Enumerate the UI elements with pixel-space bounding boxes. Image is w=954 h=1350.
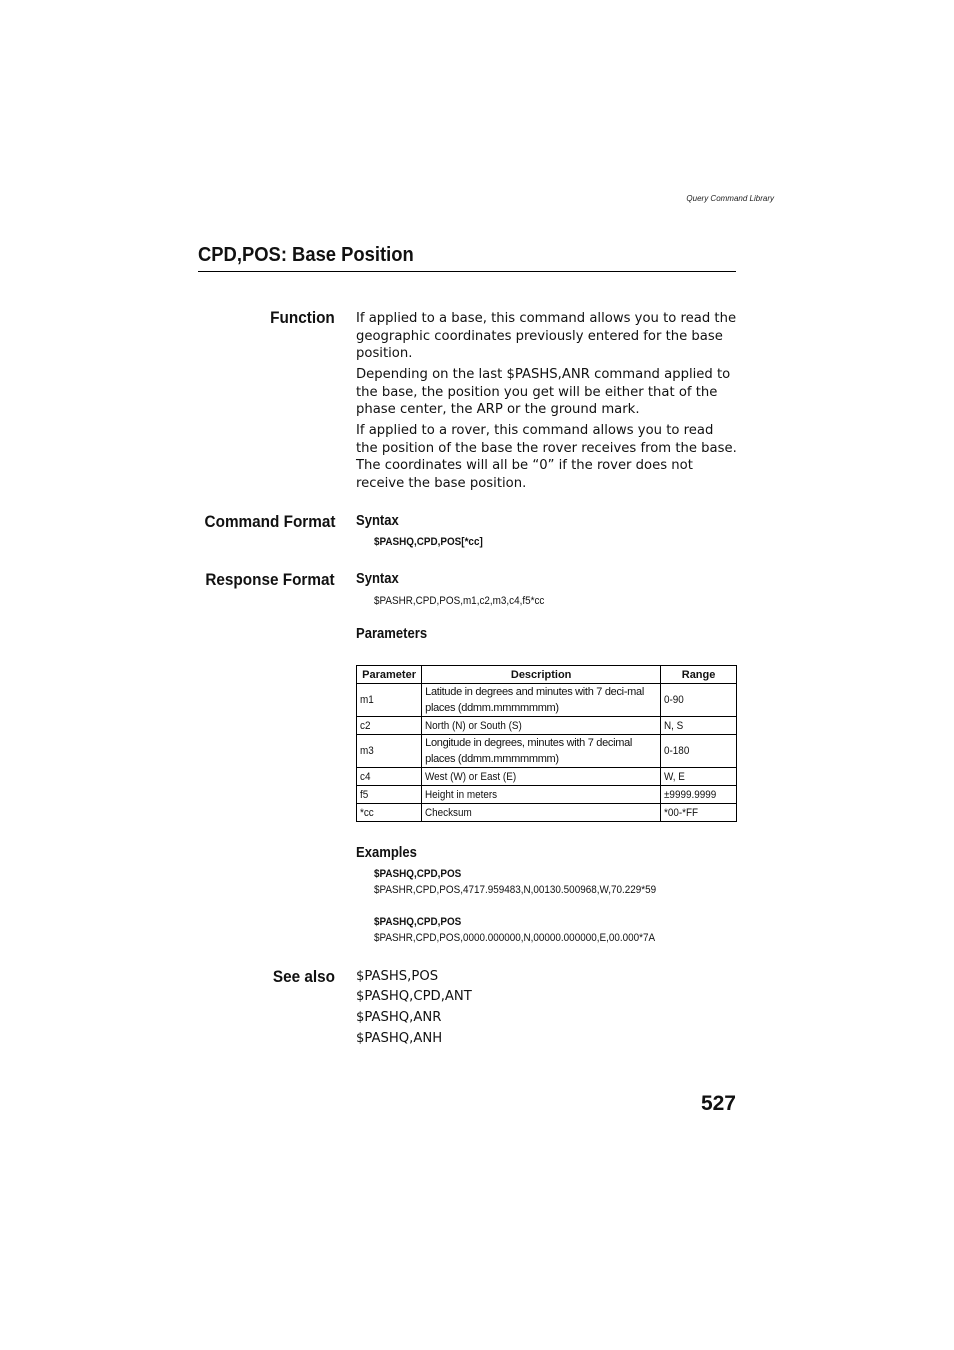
table-row <box>357 768 737 786</box>
table-cell: ±9999.9999 <box>661 786 737 804</box>
table-cell: Checksum <box>422 804 661 822</box>
table-cell: North (N) or South (S) <box>422 717 661 735</box>
response-syntax: $PASHR,CPD,POS,m1,c2,m3,c4,f5*cc <box>374 595 545 607</box>
example-1-response: $PASHR,CPD,POS,4717.959483,N,00130.500968,W,70.229*59 <box>374 884 657 896</box>
table-cell: *cc <box>357 804 422 822</box>
table-row <box>357 735 737 768</box>
title-rule <box>198 271 736 272</box>
table-cell: f5 <box>357 786 422 804</box>
table-cell: Longitude in degrees, minutes with 7 decimal places (ddmm.mmmmmmm) <box>422 735 661 768</box>
table-row <box>357 717 737 735</box>
example-2-response: $PASHR,CPD,POS,0000.000000,N,00000.000000,E,00.000*7A <box>374 932 656 944</box>
table-cell: 0-90 <box>661 684 737 717</box>
response-format-label: Response Format <box>205 570 335 589</box>
example-2-query: $PASHQ,CPD,POS <box>374 916 462 928</box>
see-also-label: See also <box>272 967 335 986</box>
table-header-cell: Parameter <box>357 666 422 684</box>
table-cell: Latitude in degrees and minutes with 7 deci-mal places (ddmm.mmmmmmm) <box>422 684 661 717</box>
see-also-item: $PASHQ,CPD,ANT <box>356 989 472 1004</box>
function-paragraph-3: If applied to a rover, this command allows you to read the position of the base the rover receives from the base. The coordinates will all be “0” if the rover does not receive the base position. <box>356 423 737 492</box>
response-syntax-heading: Syntax <box>356 571 399 587</box>
command-syntax: $PASHQ,CPD,POS[*cc] <box>374 536 483 548</box>
command-syntax-heading: Syntax <box>356 513 399 529</box>
running-header: Query Command Library <box>686 194 774 203</box>
table-cell: 0-180 <box>661 735 737 768</box>
table-cell: N, S <box>661 717 737 735</box>
page-number: 527 <box>700 1092 736 1115</box>
table-header-row <box>357 666 737 684</box>
page-title: CPD,POS: Base Position <box>198 244 414 266</box>
table-row <box>357 804 737 822</box>
function-paragraph-1: If applied to a base, this command allows you to read the geographic coordinates previously entered for the base position. <box>356 311 737 362</box>
table-header-cell: Range <box>661 666 737 684</box>
table-cell: m3 <box>357 735 422 768</box>
table-header-cell: Description <box>422 666 661 684</box>
table-cell: m1 <box>357 684 422 717</box>
examples-heading: Examples <box>356 845 417 861</box>
see-also-item: $PASHQ,ANH <box>356 1031 443 1046</box>
see-also-item: $PASHQ,ANR <box>356 1010 442 1025</box>
parameters-table <box>356 665 737 822</box>
table-cell: West (W) or East (E) <box>422 768 661 786</box>
table-cell: c2 <box>357 717 422 735</box>
table-row <box>357 786 737 804</box>
table-cell: *00-*FF <box>661 804 737 822</box>
parameters-heading: Parameters <box>356 626 428 642</box>
command-format-label: Command Format <box>204 512 335 531</box>
example-1-query: $PASHQ,CPD,POS <box>374 868 462 880</box>
function-paragraph-2: Depending on the last $PASHS,ANR command applied to the base, the position you get will be either that of the phase center, the ARP or the ground mark. <box>356 367 731 418</box>
table-cell: W, E <box>661 768 737 786</box>
table-row <box>357 684 737 717</box>
table-cell: c4 <box>357 768 422 786</box>
see-also-item: $PASHS,POS <box>356 969 439 984</box>
function-label: Function <box>270 308 335 327</box>
table-cell: Height in meters <box>422 786 661 804</box>
